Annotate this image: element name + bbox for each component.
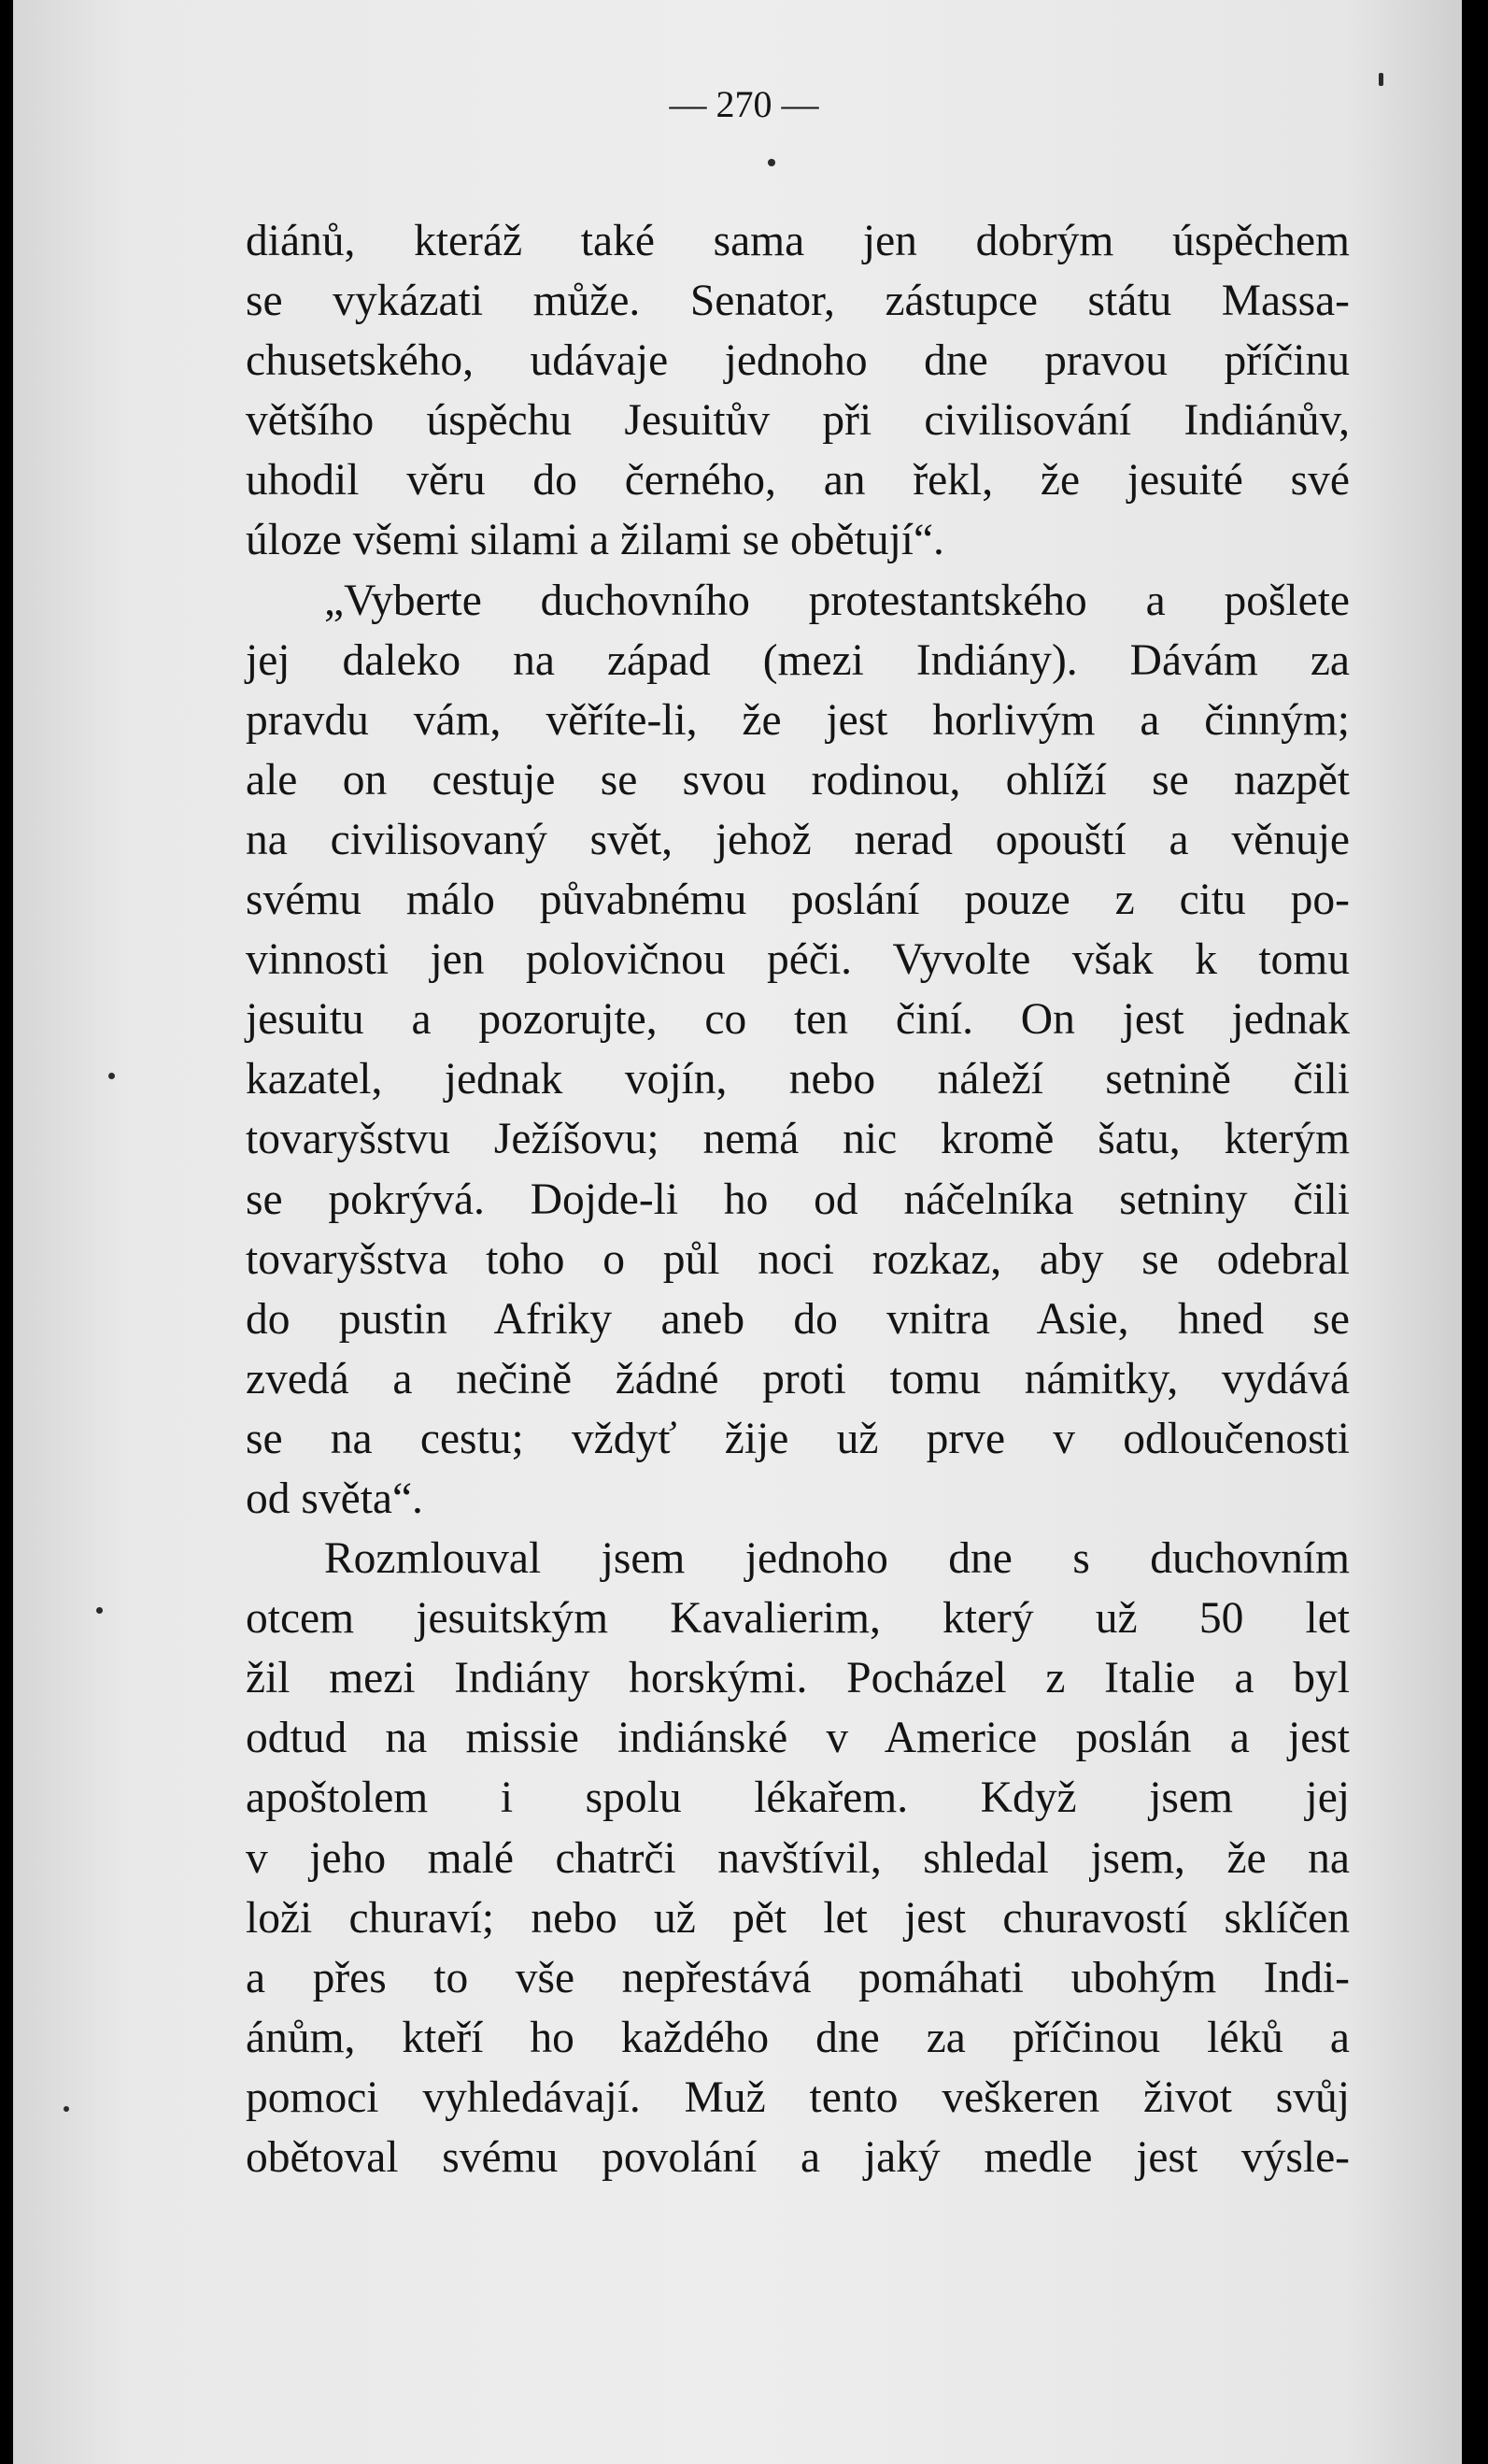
text-line: odtud na missie indiánské v Americe poslán a jest: [246, 1714, 1350, 1763]
text-line: ale on cestuje se svou rodinou, ohlíží se nazpět: [246, 755, 1350, 805]
dust-speck: [64, 2106, 69, 2112]
text-line: chusetského, udávaje jednoho dne pravou příčinu: [246, 336, 1350, 386]
text-line: pomoci vyhledávají. Muž tento veškeren život svůj: [246, 2072, 1350, 2122]
text-line: v jeho malé chatrči navštívil, shledal jsem, že na: [246, 1833, 1350, 1883]
text-line: otcem jesuitským Kavalierim, který už 50 let: [246, 1594, 1350, 1644]
dust-speck: [108, 1073, 115, 1079]
text-line: uhodil věru do černého, an řekl, že jesuité své: [246, 456, 1350, 506]
text-line: jesuitu a pozorujte, co ten činí. On jest jednak: [246, 995, 1350, 1045]
text-line: kazatel, jednak vojín, nebo náleží setnině čili: [246, 1055, 1350, 1104]
text-line: obětoval svému povolání a jaký medle jest výsle-: [246, 2133, 1350, 2182]
text-line: Rozmlouval jsem jednoho dne s duchovním: [324, 1534, 1350, 1584]
text-line: apoštolem i spolu lékařem. Když jsem jej: [246, 1773, 1350, 1823]
dust-speck: [768, 159, 775, 166]
text-line: na civilisovaný svět, jehož nerad opouští a věnuje: [246, 815, 1350, 864]
text-line: do pustin Afriky aneb do vnitra Asie, hned se: [246, 1294, 1350, 1344]
text-line: ánům, kteří ho každého dne za příčinou léků a: [246, 2013, 1350, 2062]
text-line: tovaryšstva toho o půl noci rozkaz, aby se odebral: [246, 1234, 1350, 1284]
dust-speck: [96, 1607, 103, 1614]
text-line: svému málo půvabnému poslání pouze z citu po-: [246, 876, 1350, 925]
text-line: a přes to vše nepřestává pomáhati ubohým Indi-: [246, 1953, 1350, 2002]
text-line: se na cestu; vždyť žije už prve v odloučenosti: [246, 1414, 1350, 1463]
text-line: tovaryšstvu Ježíšovu; nemá nic kromě šatu, kterým: [246, 1115, 1350, 1164]
text-line: žil mezi Indiány horskými. Pocházel z Italie a byl: [246, 1654, 1350, 1703]
text-line: se vykázati může. Senator, zástupce státu Massa-: [246, 277, 1350, 326]
text-line: se pokrývá. Dojde-li ho od náčelníka setniny čili: [246, 1175, 1350, 1224]
page-number: — 270 —: [669, 83, 819, 125]
text-line: diánů, kteráž také sama jen dobrým úspěchem: [246, 217, 1350, 265]
text-line: úloze všemi silami a žilami se obětují“.: [246, 516, 944, 565]
body-text: [246, 211, 1350, 2187]
text-line: jej daleko na západ (mezi Indiány). Dávám za: [246, 635, 1350, 685]
text-line: většího úspěchu Jesuitův při civilisování Indiánův,: [246, 396, 1350, 446]
text-line: „Vyberte duchovního protestantského a pošlete: [324, 576, 1350, 625]
text-line: od světa“.: [246, 1474, 423, 1523]
text-line: zvedá a nečině žádné proti tomu námitky, vydává: [246, 1354, 1350, 1403]
text-line: vinnosti jen polovičnou péči. Vyvolte však k tomu: [246, 935, 1350, 985]
text-line: pravdu vám, věříte-li, že jest horlivým a činným;: [246, 695, 1350, 745]
text-line: loži churaví; nebo už pět let jest churavostí sklíčen: [246, 1893, 1350, 1943]
dust-speck: [1379, 73, 1383, 86]
